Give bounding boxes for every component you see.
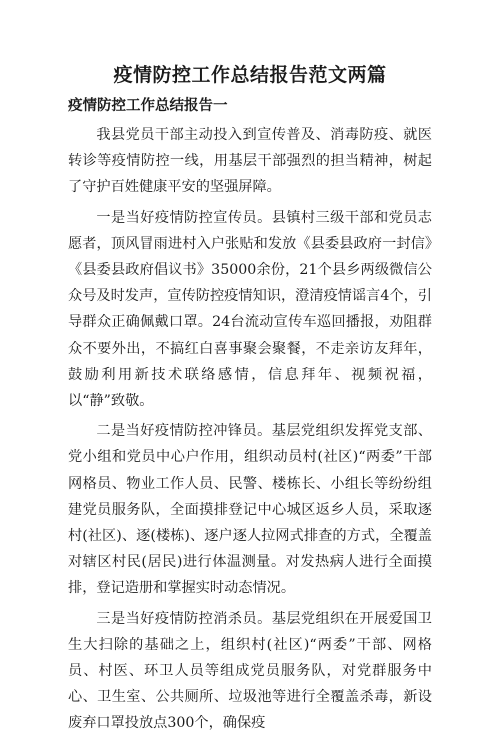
section-heading: 疫情防控工作总结报告一 — [68, 98, 228, 114]
paragraph-intro: 我县党员干部主动投入到宣传普及、消毒防疫、就医转诊等疫情防控一线，用基层干部强烈的担当精神，树起了守护百姓健康平安的坚强屏障。 — [68, 127, 432, 196]
paragraph-vanguard: 二是当好疫情防控冲锋员。基层党组织发挥党支部、党小组和党员中心户作用，组织动员村(社区)“两委”干部网格员、物业工作人员、民警、楼栋长、小组长等纷纷组建党员服务队，全面摸排登记中心城区返乡人员，采取逐村(社区)、逐(楼栋)、逐户逐人拉网式排查的方式，全覆盖对辖区村民(居民)进行体温测量。对发热病人进行全面摸排，登记造册和掌握实时动态情况。 — [68, 423, 432, 597]
document-title: 疫情防控工作总结报告范文两篇 — [113, 64, 387, 86]
paragraph-publicity: 一是当好疫情防控宣传员。县镇村三级干部和党员志愿者，顶风冒雨进村入户张贴和发放《县委县政府一封信》《县委县政府倡议书》35000余份，21个县乡两级微信公众号及时发声，宣传防控疫情知识，澄清疫情谣言4个，引导群众正确佩戴口罩。24台流动宣传车巡回播报，劝阻群众不要外出，不搞红白喜事聚会聚餐，不走亲访友拜年，鼓励利用新技术联络感情，信息拜年、视频祝福，以“静”致敬。 — [68, 209, 432, 410]
paragraph-disinfection: 三是当好疫情防控消杀员。基层党组织在开展爱国卫生大扫除的基础之上，组织村(社区)“两委”干部、网格员、村医、环卫人员等组成党员服务队，对党群服务中心、卫生室、公共厕所、垃圾池等进行全覆盖杀毒，新设废弃口罩投放点300个，确保疫 — [68, 610, 432, 732]
